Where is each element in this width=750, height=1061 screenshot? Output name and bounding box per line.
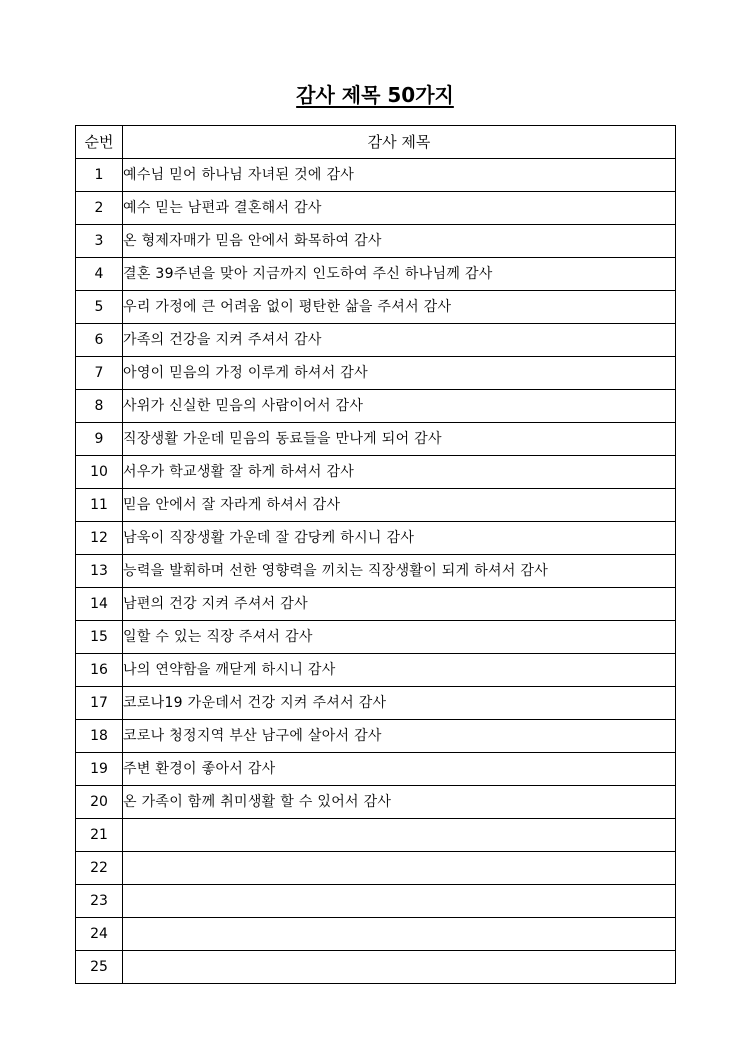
row-number: 18: [76, 720, 123, 753]
table-row: [76, 258, 676, 291]
row-number: 15: [76, 621, 123, 654]
thanks-table: [75, 125, 676, 984]
row-text: 능력을 발휘하며 선한 영향력을 끼치는 직장생활이 되게 하셔서 감사: [123, 555, 676, 588]
row-text: 나의 연약함을 깨닫게 하시니 감사: [123, 654, 676, 687]
table-row: [76, 291, 676, 324]
table-row: [76, 951, 676, 984]
table-body: [76, 159, 676, 984]
row-text: 서우가 학교생활 잘 하게 하셔서 감사: [123, 456, 676, 489]
table-row: [76, 357, 676, 390]
table-row: [76, 753, 676, 786]
row-text: 사위가 신실한 믿음의 사람이어서 감사: [123, 390, 676, 423]
row-number: 25: [76, 951, 123, 984]
row-text: [123, 885, 676, 918]
row-number: 2: [76, 192, 123, 225]
row-text: 아영이 믿음의 가정 이루게 하셔서 감사: [123, 357, 676, 390]
row-number: 8: [76, 390, 123, 423]
row-text: 믿음 안에서 잘 자라게 하셔서 감사: [123, 489, 676, 522]
row-number: 16: [76, 654, 123, 687]
row-number: 20: [76, 786, 123, 819]
row-text: [123, 951, 676, 984]
row-number: 13: [76, 555, 123, 588]
table-row: [76, 588, 676, 621]
table-row: [76, 423, 676, 456]
row-number: 23: [76, 885, 123, 918]
table-row: [76, 819, 676, 852]
row-number: 1: [76, 159, 123, 192]
row-number: 3: [76, 225, 123, 258]
row-text: 일할 수 있는 직장 주셔서 감사: [123, 621, 676, 654]
row-number: 11: [76, 489, 123, 522]
row-text: 직장생활 가운데 믿음의 동료들을 만나게 되어 감사: [123, 423, 676, 456]
row-number: 9: [76, 423, 123, 456]
table-row: [76, 852, 676, 885]
header-number: 순번: [76, 126, 123, 159]
row-number: 17: [76, 687, 123, 720]
row-text: 코로나 청정지역 부산 남구에 살아서 감사: [123, 720, 676, 753]
row-text: 온 가족이 함께 취미생활 할 수 있어서 감사: [123, 786, 676, 819]
table-row: [76, 885, 676, 918]
row-text: 온 형제자매가 믿음 안에서 화목하여 감사: [123, 225, 676, 258]
table-row: [76, 522, 676, 555]
row-number: 19: [76, 753, 123, 786]
table-row: [76, 555, 676, 588]
document-title: 감사 제목 50가지: [296, 83, 454, 107]
table-row: [76, 324, 676, 357]
table-row: [76, 225, 676, 258]
table-row: [76, 390, 676, 423]
table-row: [76, 621, 676, 654]
row-number: 21: [76, 819, 123, 852]
header-title: 감사 제목: [123, 126, 676, 159]
row-text: [123, 852, 676, 885]
table-row: [76, 720, 676, 753]
row-number: 22: [76, 852, 123, 885]
table-row: [76, 489, 676, 522]
table-header-row: [76, 126, 676, 159]
page-title: [0, 80, 750, 110]
row-number: 7: [76, 357, 123, 390]
table-row: [76, 159, 676, 192]
row-number: 24: [76, 918, 123, 951]
table-row: [76, 192, 676, 225]
row-text: 가족의 건강을 지켜 주셔서 감사: [123, 324, 676, 357]
row-text: 예수 믿는 남편과 결혼해서 감사: [123, 192, 676, 225]
row-number: 14: [76, 588, 123, 621]
row-text: 주변 환경이 좋아서 감사: [123, 753, 676, 786]
row-number: 4: [76, 258, 123, 291]
row-text: [123, 918, 676, 951]
row-text: 우리 가정에 큰 어려움 없이 평탄한 삶을 주셔서 감사: [123, 291, 676, 324]
table-row: [76, 918, 676, 951]
row-number: 6: [76, 324, 123, 357]
row-number: 10: [76, 456, 123, 489]
table-row: [76, 456, 676, 489]
row-text: 남욱이 직장생활 가운데 잘 감당케 하시니 감사: [123, 522, 676, 555]
table-row: [76, 687, 676, 720]
table-row: [76, 654, 676, 687]
row-text: [123, 819, 676, 852]
table-row: [76, 786, 676, 819]
row-text: 코로나19 가운데서 건강 지켜 주셔서 감사: [123, 687, 676, 720]
row-text: 예수님 믿어 하나님 자녀된 것에 감사: [123, 159, 676, 192]
row-number: 5: [76, 291, 123, 324]
row-text: 남편의 건강 지켜 주셔서 감사: [123, 588, 676, 621]
row-number: 12: [76, 522, 123, 555]
row-text: 결혼 39주년을 맞아 지금까지 인도하여 주신 하나님께 감사: [123, 258, 676, 291]
